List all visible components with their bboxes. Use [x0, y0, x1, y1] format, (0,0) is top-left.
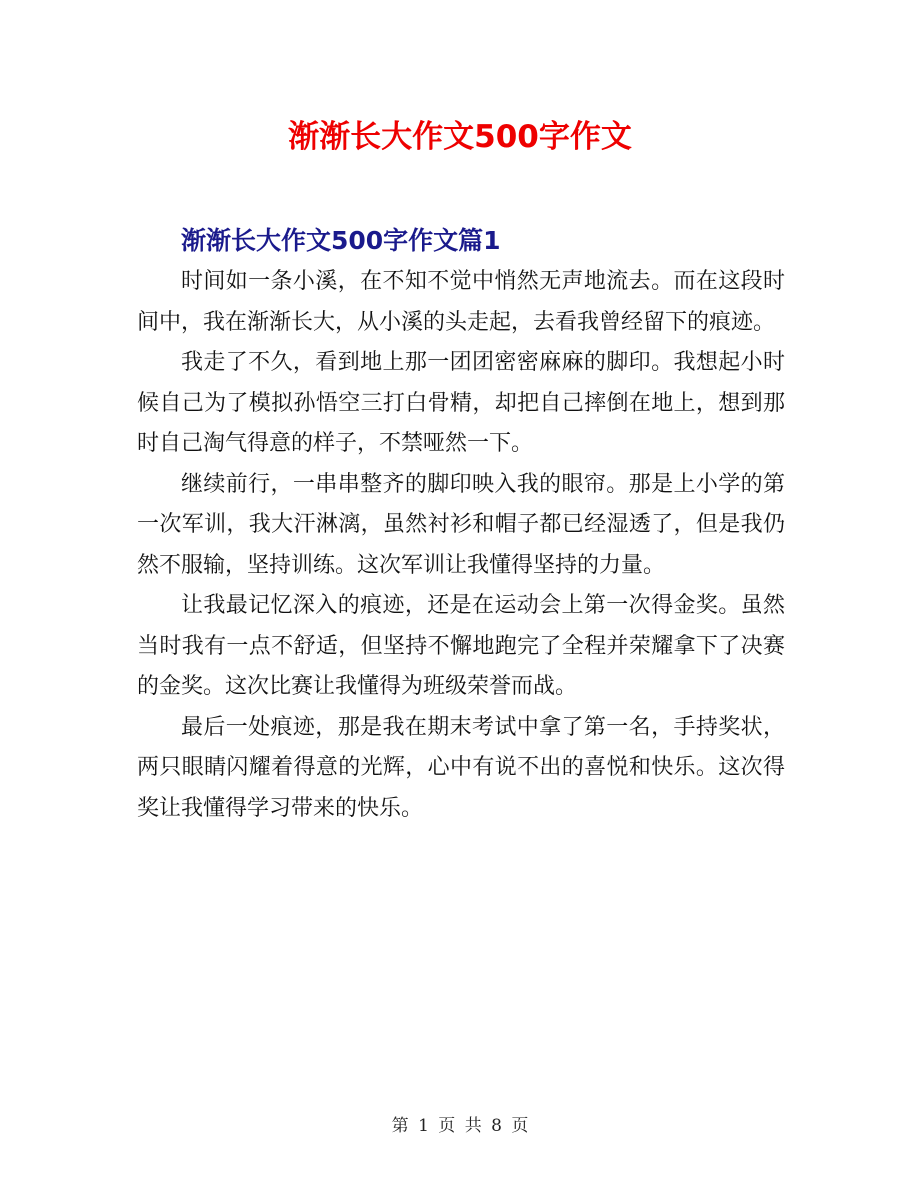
page-number-footer: 第 1 页 共 8 页	[391, 1116, 529, 1136]
section-title: 渐渐长大作文500字作文篇1	[181, 226, 501, 255]
document-title: 渐渐长大作文500字作文	[288, 119, 632, 155]
document-body	[137, 262, 785, 829]
paragraph: 我走了不久，看到地上那一团团密密麻麻的脚印。我想起小时候自己为了模拟孙悟空三打白骨精，却把自己摔倒在地上，想到那时自己淘气得意的样子，不禁哑然一下。	[137, 350, 785, 456]
paragraph: 继续前行，一串串整齐的脚印映入我的眼帘。那是上小学的第一次军训，我大汗淋漓，虽然衬衫和帽子都已经湿透了，但是我仍然不服输，坚持训练。这次军训让我懂得坚持的力量。	[137, 471, 785, 578]
paragraph: 时间如一条小溪，在不知不觉中悄然无声地流去。而在这段时间中，我在渐渐长大，从小溪的头走起，去看我曾经留下的痕迹。	[137, 269, 785, 335]
paragraph: 最后一处痕迹，那是我在期末考试中拿了第一名，手持奖状，两只眼睛闪耀着得意的光辉，心中有说不出的喜悦和快乐。这次得奖让我懂得学习带来的快乐。	[137, 714, 785, 821]
paragraph: 让我最记忆深入的痕迹，还是在运动会上第一次得金奖。虽然当时我有一点不舒适，但坚持不懈地跑完了全程并荣耀拿下了决赛的金奖。这次比赛让我懂得为班级荣誉而战。	[137, 593, 785, 699]
